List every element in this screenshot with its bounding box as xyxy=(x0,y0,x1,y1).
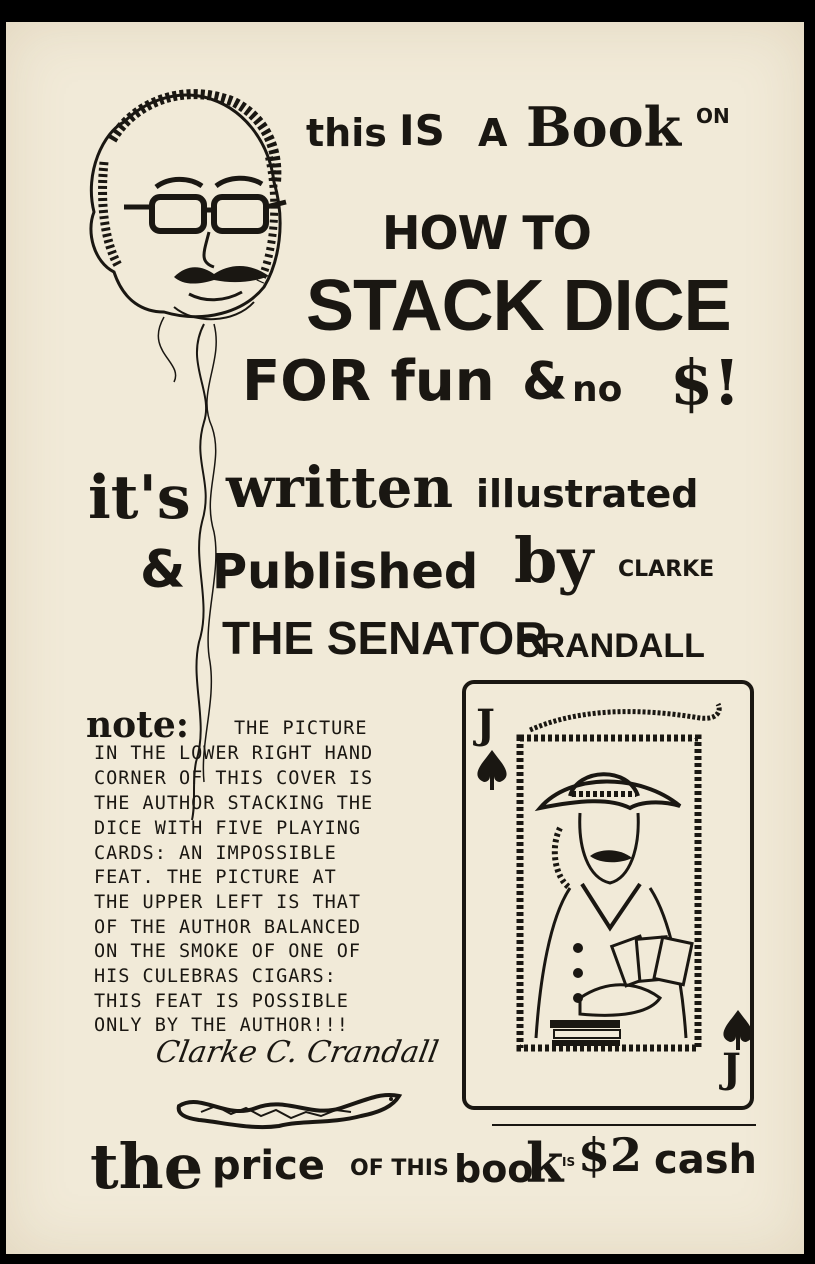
note-line: THE AUTHOR STACKING THE xyxy=(94,793,374,814)
note-line: IN THE LOWER RIGHT HAND xyxy=(94,743,374,764)
credit-published: Published xyxy=(212,544,479,600)
credit-ampersand: & xyxy=(140,540,186,600)
book-cover xyxy=(6,22,804,1254)
price-cash: cash xyxy=(654,1137,757,1183)
snake-illustration xyxy=(171,1082,406,1132)
credit-by: by xyxy=(514,524,594,597)
headline-a: A xyxy=(478,111,508,155)
credit-its: it's xyxy=(88,463,191,533)
note-line: ONLY BY THE AUTHOR!!! xyxy=(94,1015,349,1036)
note-line: CARDS: AN IMPOSSIBLE xyxy=(94,843,337,864)
headline-on: ON xyxy=(696,104,730,128)
headline-this: this xyxy=(306,111,387,155)
price-k: k xyxy=(526,1131,564,1195)
headline-ampersand: & xyxy=(522,352,568,412)
note-line: THE PICTURE xyxy=(234,718,368,739)
price-the: the xyxy=(90,1130,204,1203)
price-price: price xyxy=(212,1143,325,1189)
price-amount: $2 xyxy=(578,1128,643,1182)
price-rule xyxy=(492,1124,756,1126)
note-line: DICE WITH FIVE PLAYING xyxy=(94,818,362,839)
credit-clarke: CLARKE xyxy=(618,557,715,582)
headline-is: IS xyxy=(399,106,445,155)
note-line: THIS FEAT IS POSSIBLE xyxy=(94,991,349,1012)
note-line: FEAT. THE PICTURE AT xyxy=(94,867,337,888)
card-rank-bottom: J xyxy=(722,1045,741,1092)
note-line: OF THE AUTHOR BALANCED xyxy=(94,917,362,938)
credit-illustrated: illustrated xyxy=(476,472,699,516)
credit-the-senator: THE SENATOR xyxy=(222,612,548,664)
headline-how-to: HOW TO xyxy=(382,206,591,260)
headline-stack-dice: STACK DICE xyxy=(306,266,731,346)
note-line: CORNER OF THIS COVER IS xyxy=(94,768,374,789)
headline-book: Book xyxy=(526,95,682,159)
price-is: IS xyxy=(562,1155,576,1169)
note-line: HIS CULEBRAS CIGARS: xyxy=(94,966,337,987)
headline-for-fun: FOR fun xyxy=(242,349,495,414)
credit-crandall: CRANDALL xyxy=(516,627,705,665)
price-of-this: OF THIS xyxy=(350,1156,449,1181)
card-rank-top: J xyxy=(476,701,495,748)
note-label: note: xyxy=(86,704,190,746)
price-boo: boo xyxy=(454,1147,534,1191)
headline-no: no xyxy=(572,369,623,410)
credit-written: written xyxy=(226,455,454,521)
headline-dollar: $! xyxy=(670,346,741,419)
author-signature: Clarke C. Crandall xyxy=(153,1035,442,1070)
jack-card-cowboy-illustration xyxy=(460,678,760,1116)
note-line: ON THE SMOKE OF ONE OF xyxy=(94,941,362,962)
note-line: THE UPPER LEFT IS THAT xyxy=(94,892,362,913)
